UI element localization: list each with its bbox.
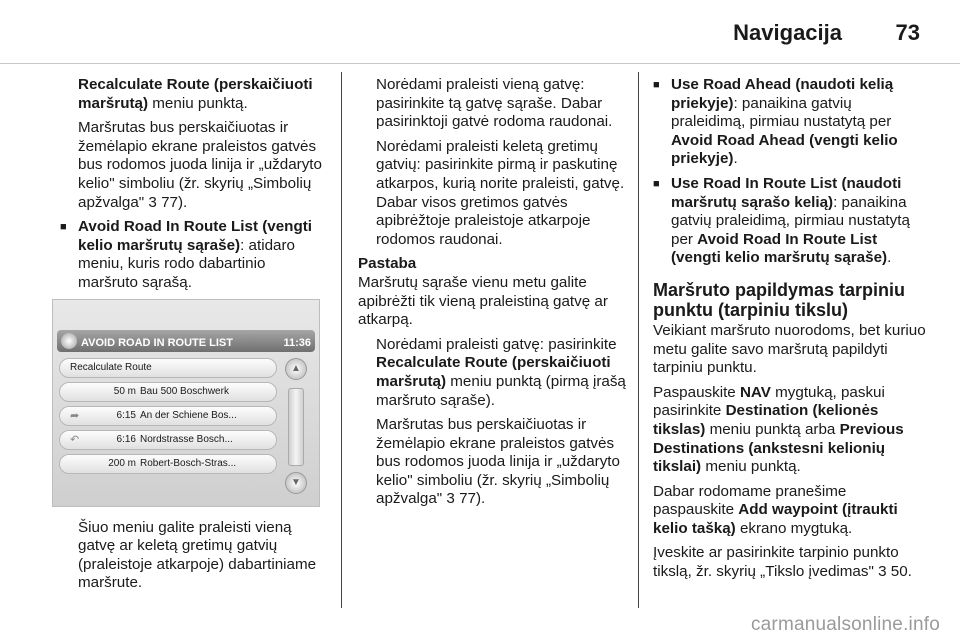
page-ref-icon[interactable]: 3 bbox=[148, 193, 157, 211]
note-text: Maršrutų sąraše vienu metu galite apibrėžti tik vieną praleistiną gatvę ar atkarpą. bbox=[358, 273, 608, 329]
menu-term: Previous Destinations (ankstesni kelionių tikslai) bbox=[653, 420, 904, 476]
menu-term: Avoid Road Ahead (vengti kelio priekyje) bbox=[671, 131, 898, 168]
menu-term: Recalculate Route (perskaičiuoti maršrutą) bbox=[78, 76, 313, 112]
turn-left-icon: ↶ bbox=[70, 433, 80, 446]
menu-term: Avoid Road In Route List (vengti kelio maršrutų sąraše) bbox=[78, 218, 312, 254]
paragraph-recalc-result-2: Maršrutas bus perskaičiuotas ir žemėlapio ekrane praleistos gatvės bus rodomos juoda linija ir „uždaryto kelio" simboliu (žr. skyrių „Simbolių apžvalga" 3 77). bbox=[376, 416, 620, 508]
page-header bbox=[0, 0, 960, 64]
header-divider bbox=[0, 63, 960, 64]
route-list bbox=[59, 358, 277, 478]
scroll-down-icon: ▼ bbox=[285, 472, 307, 494]
note-title: Pastaba bbox=[358, 255, 417, 273]
column-divider-2 bbox=[638, 72, 639, 608]
column-1 bbox=[60, 76, 325, 599]
watermark: carmanualsonline.info bbox=[750, 614, 940, 635]
paragraph-waypoint-intro: Veikiant maršruto nuorodoms, bet kuriuo metu galite savo maršrutą papildyti tarpiniu punktu. bbox=[653, 321, 926, 377]
paragraph-skip-one: Norėdami praleisti vieną gatvę: pasirinkite tą gatvę sąraše. Dabar pasirinktoji gatvė rodoma raudonai. bbox=[376, 76, 613, 131]
page-ref-icon[interactable]: 3 bbox=[878, 563, 887, 581]
route-list-item: ↶ 6:16 Nordstrasse Bosch... bbox=[59, 430, 277, 450]
nav-clock: 11:36 bbox=[283, 336, 311, 349]
route-list-item: 50 m Bau 500 Boschwerk bbox=[59, 382, 277, 402]
menu-term: Use Road Ahead (naudoti kelią priekyje) bbox=[671, 76, 894, 112]
column-2 bbox=[358, 76, 628, 515]
back-icon bbox=[61, 333, 77, 349]
page-title: Navigacija bbox=[733, 20, 842, 45]
turn-right-icon: ➦ bbox=[70, 409, 80, 422]
paragraph-menu-purpose: Šiuo meniu galite praleisti vieną gatvę ar keletą gretimų gatvių (praleistoje atkarpoje) dabartiniame maršrute. bbox=[78, 518, 317, 592]
paragraph-recalculate: Recalculate Route (perskaičiuoti maršrutą) meniu punktą. bbox=[78, 76, 313, 112]
route-list-item: Recalculate Route bbox=[59, 358, 277, 378]
column-divider-1 bbox=[341, 72, 342, 608]
paragraph-waypoint-steps: Paspauskite NAV mygtuką, paskui pasirinkite Destination (kelionės tikslas) meniu punktą arba Previous Destinations (ankstesni kelionių tikslai) meniu punktą. bbox=[653, 383, 904, 476]
bullet-avoid-road-list: ■ Avoid Road In Route List (vengti kelio maršrutų sąraše): atidaro meniu, kuris rodo dabartinio maršruto sąrašą. bbox=[60, 218, 325, 292]
menu-term: Add waypoint (įtraukti kelio tašką) bbox=[653, 501, 898, 537]
scroll-up-icon: ▲ bbox=[285, 358, 307, 380]
menu-term: Avoid Road In Route List (vengti kelio maršrutų sąraše) bbox=[671, 230, 888, 267]
menu-term: Recalculate Route (perskaičiuoti maršrutą) bbox=[376, 354, 611, 390]
section-heading: Maršruto papildymas tarpiniu punktu (tarpiniu tikslu) bbox=[653, 279, 906, 320]
paragraph-skip-street: Norėdami praleisti gatvę: pasirinkite Recalculate Route (perskaičiuoti maršrutą) meniu punktą (pirmą įrašą maršruto sąraše). bbox=[376, 335, 626, 409]
menu-term: Destination (kelionės tikslas) bbox=[653, 402, 879, 438]
bullet-use-road-list: ■ Use Road In Route List (naudoti maršrutų sąrašo kelią): panaikina gatvių praleidimą, pirmiau nustatytą per Avoid Road In Route List (vengti kelio maršrutų sąraše). bbox=[653, 175, 928, 268]
page-ref-icon[interactable]: 3 bbox=[446, 490, 455, 508]
route-list-item: ➦ 6:15 An der Schiene Bos... bbox=[59, 406, 277, 426]
paragraph-add-waypoint: Dabar rodomame pranešime paspauskite Add waypoint (įtraukti kelio tašką) ekrano mygtuką. bbox=[653, 482, 898, 537]
nav-scrollbar bbox=[281, 358, 311, 498]
paragraph-enter-destination: Įveskite ar pasirinkite tarpinio punkto tikslą, žr. skyrių „Tikslo įvedimas" 3 50. bbox=[653, 544, 912, 581]
nav-button-term: NAV bbox=[739, 383, 771, 401]
nav-title: AVOID ROAD IN ROUTE LIST bbox=[81, 336, 233, 349]
paragraph-recalc-result: Maršrutas bus perskaičiuotas ir žemėlapio ekrane praleistos gatvės bus rodomos juoda linija ir „uždaryto kelio" simboliu (žr. skyrių „Simbolių apžvalga" 3 77). bbox=[78, 119, 322, 211]
scroll-track bbox=[288, 388, 304, 466]
page-number: 73 bbox=[895, 20, 920, 45]
navigation-screen-image bbox=[52, 299, 320, 507]
bullet-use-road-ahead: ■ Use Road Ahead (naudoti kelią priekyje): panaikina gatvių praleidimą, pirmiau nustatytą per Avoid Road Ahead (vengti kelio priekyje). bbox=[653, 76, 928, 169]
nav-titlebar bbox=[57, 330, 315, 352]
column-3 bbox=[653, 76, 928, 588]
menu-term: Use Road In Route List (naudoti maršrutų sąrašo kelią) bbox=[671, 174, 902, 211]
route-list-item: 200 m Robert-Bosch-Stras... bbox=[59, 454, 277, 474]
paragraph-skip-many: Norėdami praleisti keletą gretimų gatvių: pasirinkite pirmą ir paskutinę atkarpos, kurią norite praleisti, gatvę. Dabar visos gretimos gatvės apibrėžtoje praleistoje atkarpoje rodomos raudonai. bbox=[376, 137, 625, 248]
